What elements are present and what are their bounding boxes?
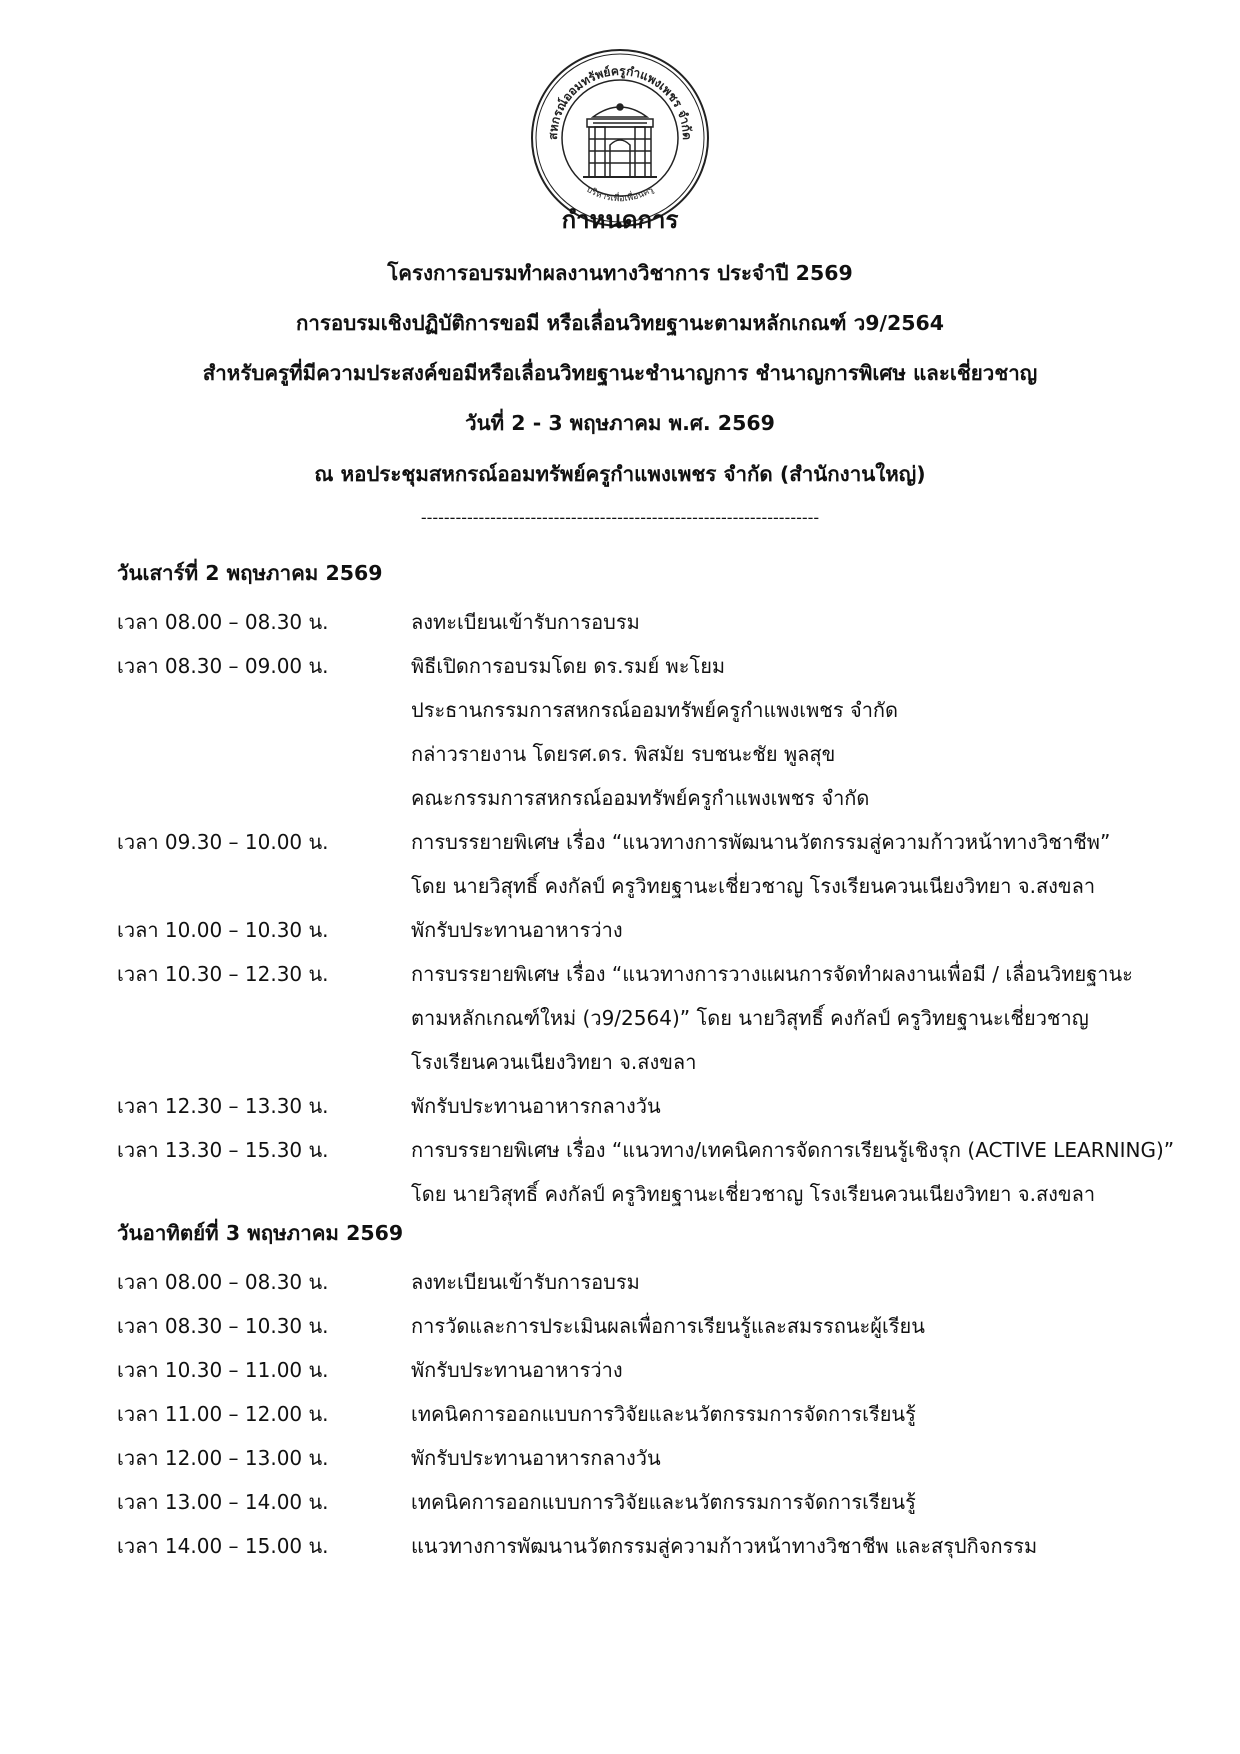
activity-line: คณะกรรมการสหกรณ์ออมทรัพย์ครูกำแพงเพชร จำกัด: [411, 786, 870, 810]
time-slot: เวลา 12.00 – 13.00 น.: [117, 1446, 329, 1470]
activity-line: ตามหลักเกณฑ์ใหม่ (ว9/2564)” โดย นายวิสุทธิ์ คงกัลป์ ครูวิทยฐานะเชี่ยวชาญ: [411, 1006, 1089, 1030]
schedule-row: [117, 606, 1197, 646]
activity-line: กล่าวรายงาน โดยรศ.ดร. พิสมัย รบชนะชัย พูลสุข: [411, 742, 836, 766]
schedule-row: [117, 1530, 1197, 1570]
schedule-row: [117, 1090, 1197, 1130]
activity-line: พักรับประทานอาหารว่าง: [411, 918, 623, 942]
activity-line: การบรรยายพิเศษ เรื่อง “แนวทางการพัฒนานวัตกรรมสู่ความก้าวหน้าทางวิชาชีพ”: [411, 830, 1111, 854]
activity-line: การบรรยายพิเศษ เรื่อง “แนวทาง/เทคนิคการจัดการเรียนรู้เชิงรุก (ACTIVE LEARNING)”: [411, 1138, 1175, 1162]
time-slot: เวลา 08.30 – 10.30 น.: [117, 1314, 329, 1338]
page-title: กำหนดการ: [561, 206, 679, 234]
activity-line: พักรับประทานอาหารว่าง: [411, 1358, 623, 1382]
divider-line: ---------------------------------------------------------------------: [420, 508, 820, 527]
time-slot: เวลา 11.00 – 12.00 น.: [117, 1402, 329, 1426]
header-line-project: โครงการอบรมทำผลงานทางวิชาการ ประจำปี 2569: [387, 261, 853, 285]
schedule-row: [117, 1134, 1197, 1206]
day-heading-saturday: วันเสาร์ที่ 2 พฤษภาคม 2569: [117, 561, 383, 585]
activity-line: พักรับประทานอาหารกลางวัน: [411, 1446, 661, 1470]
time-slot: เวลา 08.00 – 08.30 น.: [117, 610, 329, 634]
schedule-row: [117, 958, 1197, 1074]
activity-line: การบรรยายพิเศษ เรื่อง “แนวทางการวางแผนการจัดทำผลงานเพื่อมี / เลื่อนวิทยฐานะ: [411, 962, 1133, 986]
schedule-row: [117, 826, 1197, 898]
time-slot: เวลา 08.30 – 09.00 น.: [117, 654, 329, 678]
activity-line: พักรับประทานอาหารกลางวัน: [411, 1094, 661, 1118]
schedule-row: [117, 914, 1197, 954]
activity-line: โดย นายวิสุทธิ์ คงกัลป์ ครูวิทยฐานะเชี่ยวชาญ โรงเรียนควนเนียงวิทยา จ.สงขลา: [411, 1182, 1096, 1206]
schedule-row: [117, 1354, 1197, 1394]
time-slot: เวลา 13.00 – 14.00 น.: [117, 1490, 329, 1514]
activity-line: ลงทะเบียนเข้ารับการอบรม: [411, 1270, 640, 1294]
activity-line: เทคนิคการออกแบบการวิจัยและนวัตกรรมการจัดการเรียนรู้: [411, 1490, 916, 1514]
time-slot: เวลา 14.00 – 15.00 น.: [117, 1534, 329, 1558]
svg-text:บริหารเพื่อเพื่อนครู: บริหารเพื่อเพื่อนครู: [584, 184, 656, 205]
header-line-audience: สำหรับครูที่มีความประสงค์ขอมีหรือเลื่อนวิทยฐานะชำนาญการ ชำนาญการพิเศษ และเชี่ยวชาญ: [202, 361, 1038, 385]
schedule-row: [117, 1310, 1197, 1350]
schedule-row: [117, 1442, 1197, 1482]
activity-line: การวัดและการประเมินผลเพื่อการเรียนรู้และสมรรถนะผู้เรียน: [411, 1314, 925, 1338]
schedule-row: [117, 1398, 1197, 1438]
activity-line: ประธานกรรมการสหกรณ์ออมทรัพย์ครูกำแพงเพชร จำกัด: [411, 698, 899, 722]
header-line-venue: ณ หอประชุมสหกรณ์ออมทรัพย์ครูกำแพงเพชร จำกัด (สำนักงานใหญ่): [314, 462, 926, 486]
time-slot: เวลา 13.30 – 15.30 น.: [117, 1138, 329, 1162]
activity-line: พิธีเปิดการอบรมโดย ดร.รมย์ พะโยม: [411, 654, 726, 678]
time-slot: เวลา 10.00 – 10.30 น.: [117, 918, 329, 942]
activity-line: เทคนิคการออกแบบการวิจัยและนวัตกรรมการจัดการเรียนรู้: [411, 1402, 916, 1426]
time-slot: เวลา 08.00 – 08.30 น.: [117, 1270, 329, 1294]
svg-text:สหกรณ์ออมทรัพย์ครูกำแพงเพชร จำ: สหกรณ์ออมทรัพย์ครูกำแพงเพชร จำกัด: [545, 63, 695, 141]
time-slot: เวลา 09.30 – 10.00 น.: [117, 830, 329, 854]
schedule-row: [117, 1266, 1197, 1306]
time-slot: เวลา 10.30 – 12.30 น.: [117, 962, 329, 986]
header-line-date: วันที่ 2 - 3 พฤษภาคม พ.ศ. 2569: [465, 411, 775, 435]
schedule-row: [117, 650, 1197, 810]
header-line-training: การอบรมเชิงปฏิบัติการขอมี หรือเลื่อนวิทยฐานะตามหลักเกณฑ์ ว9/2564: [295, 311, 945, 335]
activity-line: ลงทะเบียนเข้ารับการอบรม: [411, 610, 640, 634]
activity-line: โรงเรียนควนเนียงวิทยา จ.สงขลา: [411, 1050, 697, 1074]
activity-line: แนวทางการพัฒนานวัตกรรมสู่ความก้าวหน้าทางวิชาชีพ และสรุปกิจกรรม: [411, 1534, 1038, 1558]
activity-line: โดย นายวิสุทธิ์ คงกัลป์ ครูวิทยฐานะเชี่ยวชาญ โรงเรียนควนเนียงวิทยา จ.สงขลา: [411, 874, 1096, 898]
time-slot: เวลา 10.30 – 11.00 น.: [117, 1358, 329, 1382]
schedule-row: [117, 1486, 1197, 1526]
time-slot: เวลา 12.30 – 13.30 น.: [117, 1094, 329, 1118]
day-heading-sunday: วันอาทิตย์ที่ 3 พฤษภาคม 2569: [117, 1221, 404, 1245]
